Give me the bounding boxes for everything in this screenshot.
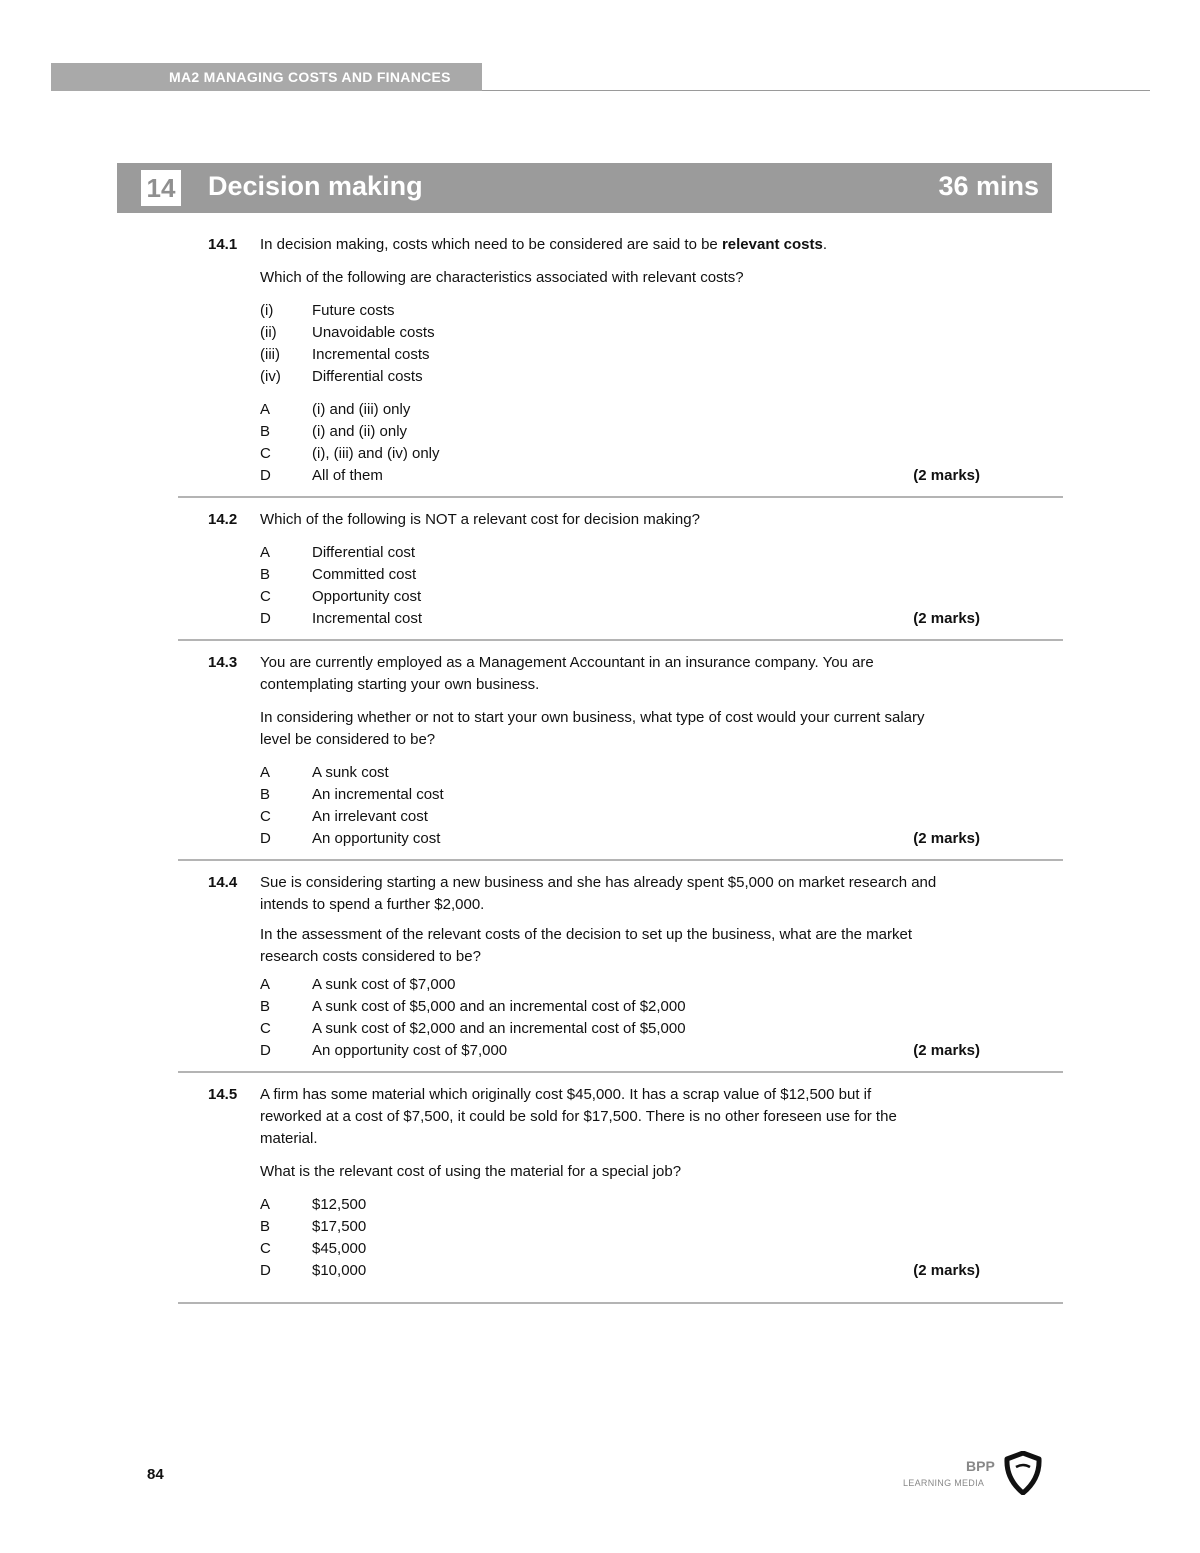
shield-icon	[1003, 1451, 1043, 1495]
option-text: $45,000	[312, 1240, 367, 1257]
list-item	[260, 344, 980, 366]
answer-option[interactable]	[260, 608, 980, 630]
option-label: B	[260, 998, 271, 1015]
answer-option[interactable]	[260, 1260, 980, 1282]
list-item-label: (iii)	[260, 346, 280, 363]
question-stem-end: .	[822, 236, 828, 253]
question-stem-line: contemplating starting your own business.	[260, 676, 540, 693]
answer-option[interactable]	[260, 762, 980, 784]
chapter-banner	[117, 163, 1052, 213]
question-stem-line: reworked at a cost of $7,500, it could be sold for $17,500. There is no other foreseen use for the	[260, 1108, 897, 1125]
list-item-label: (iv)	[260, 368, 281, 385]
option-label: D	[260, 830, 271, 847]
answer-option[interactable]	[260, 1194, 980, 1216]
option-label: C	[260, 1240, 271, 1257]
answer-option[interactable]	[260, 1238, 980, 1260]
question-divider	[178, 859, 1063, 861]
question-stem-line: material.	[260, 1130, 318, 1147]
option-text: $12,500	[312, 1196, 367, 1213]
answer-option[interactable]	[260, 1018, 980, 1040]
logo-tagline-text: LEARNING MEDIA	[903, 1478, 985, 1488]
option-text: (i) and (iii) only	[312, 401, 411, 418]
option-label: C	[260, 1020, 271, 1037]
option-label: B	[260, 786, 271, 803]
question-number: 14.5	[208, 1086, 238, 1103]
question-marks: (2 marks)	[913, 1262, 980, 1279]
option-label: B	[260, 1218, 271, 1235]
option-label: B	[260, 423, 271, 440]
option-text: A sunk cost of $2,000 and an incremental cost of $5,000	[312, 1020, 686, 1037]
option-text: An irrelevant cost	[312, 808, 428, 825]
question-number: 14.1	[208, 236, 238, 253]
answer-option[interactable]	[260, 806, 980, 828]
option-text: (i), (iii) and (iv) only	[312, 445, 440, 462]
option-text: A sunk cost of $5,000 and an incremental cost of $2,000	[312, 998, 686, 1015]
page-number: 84	[147, 1466, 164, 1483]
option-text: Opportunity cost	[312, 588, 422, 605]
option-text: An opportunity cost	[312, 830, 441, 847]
list-item-text: Incremental costs	[312, 346, 430, 363]
list-item-label: (i)	[260, 302, 274, 319]
option-label: C	[260, 588, 271, 605]
question-marks: (2 marks)	[913, 610, 980, 627]
option-label: D	[260, 1262, 271, 1279]
option-text: Incremental cost	[312, 610, 423, 627]
question-number: 14.2	[208, 511, 238, 528]
list-item-text: Unavoidable costs	[312, 324, 435, 341]
question-stem-line: A firm has some material which originally cost $45,000. It has a scrap value of $12,500 but if	[260, 1086, 872, 1103]
question-divider	[178, 496, 1063, 498]
list-item-text: Future costs	[312, 302, 395, 319]
list-item	[260, 300, 980, 322]
answer-option[interactable]	[260, 542, 980, 564]
option-text: A sunk cost of $7,000	[312, 976, 456, 993]
question-prompt: Which of the following are characteristics associated with relevant costs?	[260, 269, 744, 286]
question-stem-line: intends to spend a further $2,000.	[260, 896, 485, 913]
option-label: D	[260, 467, 271, 484]
option-label: C	[260, 445, 271, 462]
answer-option[interactable]	[260, 1216, 980, 1238]
question-marks: (2 marks)	[913, 467, 980, 484]
option-text: $10,000	[312, 1262, 367, 1279]
list-item-label: (ii)	[260, 324, 277, 341]
option-label: A	[260, 1196, 271, 1213]
option-label: C	[260, 808, 271, 825]
question-divider	[178, 1071, 1063, 1073]
question-divider	[178, 639, 1063, 641]
question-stem-text: In decision making, costs which need to be considered are said to be	[260, 236, 722, 253]
answer-option[interactable]	[260, 996, 980, 1018]
option-text: A sunk cost	[312, 764, 389, 781]
option-label: A	[260, 764, 271, 781]
option-label: A	[260, 401, 271, 418]
option-text: All of them	[312, 467, 383, 484]
chapter-title: Decision making	[208, 171, 423, 201]
answer-option[interactable]	[260, 784, 980, 806]
question-number: 14.3	[208, 654, 238, 671]
list-item	[260, 366, 980, 388]
option-text: Differential cost	[312, 544, 416, 561]
option-label: D	[260, 610, 271, 627]
answer-option[interactable]	[260, 586, 980, 608]
question-stem	[260, 234, 1025, 256]
answer-option[interactable]	[260, 465, 980, 487]
answer-option[interactable]	[260, 421, 980, 443]
list-item	[260, 322, 980, 344]
answer-option[interactable]	[260, 399, 980, 421]
question-marks: (2 marks)	[913, 1042, 980, 1059]
question-divider	[178, 1302, 1063, 1304]
answer-option[interactable]	[260, 564, 980, 586]
option-text: Committed cost	[312, 566, 417, 583]
question-prompt-line: level be considered to be?	[260, 731, 436, 748]
chapter-time: 36 mins	[938, 171, 1039, 201]
running-header-text: MA2 MANAGING COSTS AND FINANCES	[169, 69, 451, 85]
running-header-rule	[482, 90, 1150, 91]
question-stem-line: You are currently employed as a Management Accountant in an insurance company. You are	[260, 654, 874, 671]
question-prompt-line: In considering whether or not to start your own business, what type of cost would your current salary	[260, 709, 925, 726]
option-text: An incremental cost	[312, 786, 444, 803]
answer-option[interactable]	[260, 974, 980, 996]
option-label: D	[260, 1042, 271, 1059]
running-header	[51, 63, 482, 91]
option-label: A	[260, 976, 271, 993]
question-prompt-line: In the assessment of the relevant costs of the decision to set up the business, what are the market	[260, 926, 913, 943]
option-text: (i) and (ii) only	[312, 423, 408, 440]
answer-option[interactable]	[260, 1040, 980, 1062]
answer-option[interactable]	[260, 828, 980, 850]
question-stem-line: Sue is considering starting a new business and she has already spent $5,000 on market research and	[260, 874, 937, 891]
option-label: A	[260, 544, 271, 561]
question-number: 14.4	[208, 874, 238, 891]
question-stem-emphasis: relevant costs	[721, 236, 823, 253]
logo-brand-text: BPP	[966, 1458, 995, 1474]
option-label: B	[260, 566, 271, 583]
option-text: $17,500	[312, 1218, 367, 1235]
question-marks: (2 marks)	[913, 830, 980, 847]
answer-option[interactable]	[260, 443, 980, 465]
option-text: An opportunity cost of $7,000	[312, 1042, 508, 1059]
chapter-number: 14	[141, 170, 181, 206]
question-prompt-line: research costs considered to be?	[260, 948, 481, 965]
list-item-text: Differential costs	[312, 368, 423, 385]
question-prompt: What is the relevant cost of using the material for a special job?	[260, 1163, 682, 1180]
question-stem: Which of the following is NOT a relevant cost for decision making?	[260, 511, 700, 528]
